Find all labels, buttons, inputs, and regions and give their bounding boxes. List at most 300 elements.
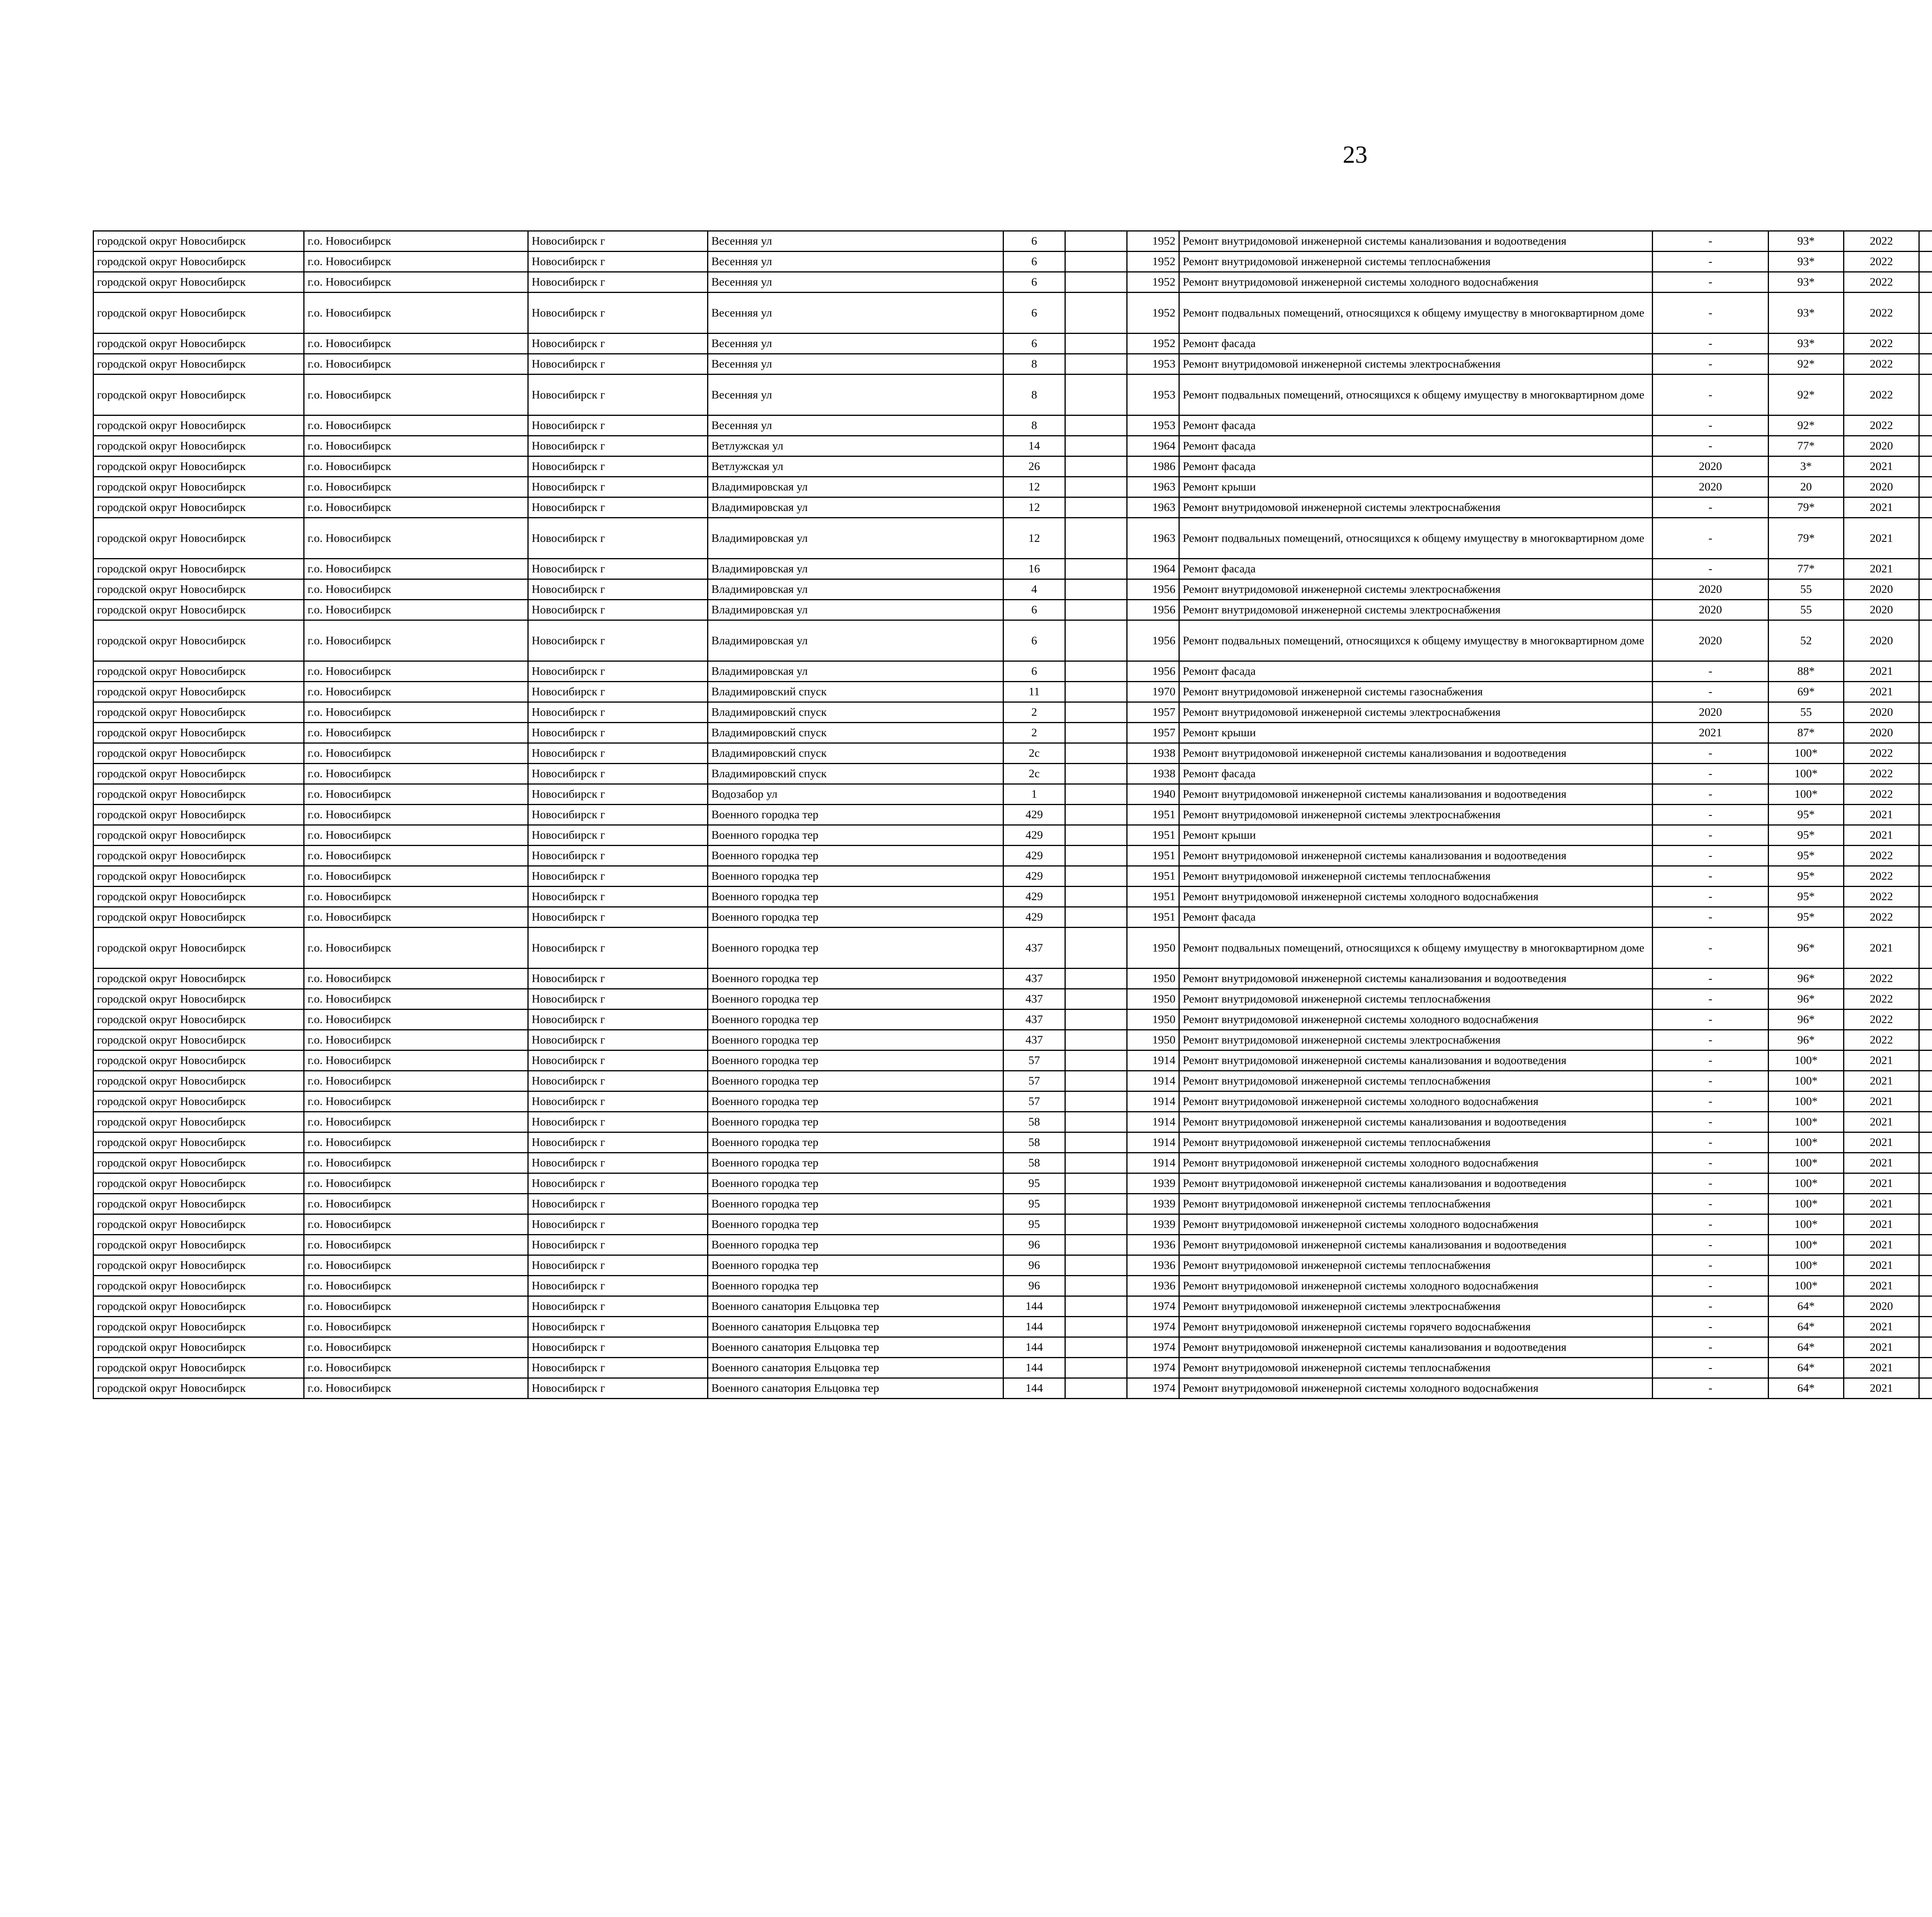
table-row: [94, 1194, 1932, 1214]
building-cell: [1065, 1276, 1127, 1296]
last-repair-year-cell: -: [1653, 1337, 1769, 1358]
street-cell: Военного городка тер: [708, 805, 1003, 825]
locality-cell: Новосибирск г: [528, 1173, 708, 1194]
plan-start-year-cell: 2021: [1844, 1378, 1919, 1399]
plan-end-year-cell: [1919, 1296, 1932, 1317]
table-body: [94, 231, 1932, 1399]
municipal-district-cell: городской округ Новосибирск: [94, 252, 304, 272]
plan-end-year-cell: [1919, 989, 1932, 1010]
locality-cell: Новосибирск г: [528, 620, 708, 661]
municipal-district-cell: городской округ Новосибирск: [94, 887, 304, 907]
locality-cell: Новосибирск г: [528, 682, 708, 702]
plan-end-year-cell: [1919, 661, 1932, 682]
wear-percent-cell: 87*: [1769, 723, 1844, 743]
build-year-cell: 1956: [1127, 579, 1179, 600]
house-number-cell: 6: [1003, 334, 1065, 354]
plan-start-year-cell: 2021: [1844, 518, 1919, 559]
house-number-cell: 437: [1003, 1010, 1065, 1030]
municipal-district-cell: городской округ Новосибирск: [94, 1112, 304, 1132]
wear-percent-cell: 100*: [1769, 743, 1844, 764]
street-cell: Военного городка тер: [708, 928, 1003, 969]
house-number-cell: 437: [1003, 989, 1065, 1010]
build-year-cell: 1952: [1127, 231, 1179, 252]
build-year-cell: 1970: [1127, 682, 1179, 702]
build-year-cell: 1953: [1127, 354, 1179, 375]
wear-percent-cell: 79*: [1769, 518, 1844, 559]
street-cell: Владимировская ул: [708, 518, 1003, 559]
work-type-cell: Ремонт подвальных помещений, относящихся к общему имуществу в многоквартирном доме: [1179, 293, 1653, 334]
table-row: [94, 887, 1932, 907]
plan-start-year-cell: 2022: [1844, 1010, 1919, 1030]
street-cell: Владимировская ул: [708, 600, 1003, 620]
house-number-cell: 11: [1003, 682, 1065, 702]
work-type-cell: Ремонт внутридомовой инженерной системы канализования и водоотведения: [1179, 743, 1653, 764]
plan-start-year-cell: 2021: [1844, 661, 1919, 682]
build-year-cell: 1974: [1127, 1378, 1179, 1399]
building-cell: [1065, 907, 1127, 928]
table-row: [94, 928, 1932, 969]
municipal-district-cell: городской округ Новосибирск: [94, 415, 304, 436]
street-cell: Владимировский спуск: [708, 682, 1003, 702]
municipal-district-cell: городской округ Новосибирск: [94, 1296, 304, 1317]
locality-cell: Новосибирск г: [528, 559, 708, 579]
plan-end-year-cell: [1919, 375, 1932, 415]
work-type-cell: Ремонт внутридомовой инженерной системы электроснабжения: [1179, 600, 1653, 620]
wear-percent-cell: 100*: [1769, 1112, 1844, 1132]
work-type-cell: Ремонт внутридомовой инженерной системы теплоснабжения: [1179, 1194, 1653, 1214]
last-repair-year-cell: -: [1653, 272, 1769, 293]
table-row: [94, 825, 1932, 846]
work-type-cell: Ремонт внутридомовой инженерной системы канализования и водоотведения: [1179, 1050, 1653, 1071]
plan-end-year-cell: [1919, 477, 1932, 497]
last-repair-year-cell: -: [1653, 846, 1769, 866]
building-cell: [1065, 1296, 1127, 1317]
table-row: [94, 334, 1932, 354]
last-repair-year-cell: -: [1653, 1276, 1769, 1296]
municipal-district-cell: городской округ Новосибирск: [94, 477, 304, 497]
municipal-district-cell: городской округ Новосибирск: [94, 989, 304, 1010]
table-row: [94, 846, 1932, 866]
street-cell: Военного городка тер: [708, 1194, 1003, 1214]
wear-percent-cell: 100*: [1769, 1071, 1844, 1091]
wear-percent-cell: 52: [1769, 620, 1844, 661]
plan-start-year-cell: 2022: [1844, 375, 1919, 415]
plan-start-year-cell: 2021: [1844, 1173, 1919, 1194]
locality-cell: Новосибирск г: [528, 375, 708, 415]
city-district-cell: г.о. Новосибирск: [304, 907, 528, 928]
city-district-cell: г.о. Новосибирск: [304, 866, 528, 887]
plan-start-year-cell: 2021: [1844, 805, 1919, 825]
street-cell: Владимировская ул: [708, 559, 1003, 579]
city-district-cell: г.о. Новосибирск: [304, 702, 528, 723]
wear-percent-cell: 3*: [1769, 456, 1844, 477]
table-row: [94, 1317, 1932, 1337]
locality-cell: Новосибирск г: [528, 702, 708, 723]
locality-cell: Новосибирск г: [528, 1214, 708, 1235]
plan-end-year-cell: [1919, 723, 1932, 743]
city-district-cell: г.о. Новосибирск: [304, 1050, 528, 1071]
table-row: [94, 293, 1932, 334]
street-cell: Весенняя ул: [708, 415, 1003, 436]
work-type-cell: Ремонт внутридомовой инженерной системы холодного водоснабжения: [1179, 1214, 1653, 1235]
street-cell: Весенняя ул: [708, 252, 1003, 272]
wear-percent-cell: 100*: [1769, 1132, 1844, 1153]
wear-percent-cell: 95*: [1769, 866, 1844, 887]
city-district-cell: г.о. Новосибирск: [304, 1378, 528, 1399]
wear-percent-cell: 93*: [1769, 231, 1844, 252]
last-repair-year-cell: -: [1653, 518, 1769, 559]
table-row: [94, 354, 1932, 375]
house-number-cell: 144: [1003, 1317, 1065, 1337]
house-number-cell: 96: [1003, 1276, 1065, 1296]
build-year-cell: 1964: [1127, 436, 1179, 456]
build-year-cell: 1952: [1127, 334, 1179, 354]
house-number-cell: 429: [1003, 907, 1065, 928]
house-number-cell: 95: [1003, 1194, 1065, 1214]
last-repair-year-cell: -: [1653, 1214, 1769, 1235]
street-cell: Военного городка тер: [708, 1010, 1003, 1030]
plan-end-year-cell: [1919, 1214, 1932, 1235]
municipal-district-cell: городской округ Новосибирск: [94, 1255, 304, 1276]
last-repair-year-cell: -: [1653, 1091, 1769, 1112]
table-row: [94, 1071, 1932, 1091]
municipal-district-cell: городской округ Новосибирск: [94, 231, 304, 252]
locality-cell: Новосибирск г: [528, 354, 708, 375]
build-year-cell: 1914: [1127, 1153, 1179, 1173]
street-cell: Владимировский спуск: [708, 702, 1003, 723]
plan-end-year-cell: [1919, 231, 1932, 252]
plan-start-year-cell: 2021: [1844, 1050, 1919, 1071]
work-type-cell: Ремонт внутридомовой инженерной системы газоснабжения: [1179, 682, 1653, 702]
locality-cell: Новосибирск г: [528, 1296, 708, 1317]
table-row: [94, 1050, 1932, 1071]
wear-percent-cell: 20: [1769, 477, 1844, 497]
building-cell: [1065, 600, 1127, 620]
municipal-district-cell: городской округ Новосибирск: [94, 354, 304, 375]
wear-percent-cell: 92*: [1769, 354, 1844, 375]
plan-start-year-cell: 2022: [1844, 334, 1919, 354]
house-number-cell: 429: [1003, 805, 1065, 825]
build-year-cell: 1952: [1127, 252, 1179, 272]
plan-end-year-cell: [1919, 1091, 1932, 1112]
locality-cell: Новосибирск г: [528, 989, 708, 1010]
work-type-cell: Ремонт внутридомовой инженерной системы канализования и водоотведения: [1179, 1112, 1653, 1132]
city-district-cell: г.о. Новосибирск: [304, 415, 528, 436]
locality-cell: Новосибирск г: [528, 1378, 708, 1399]
building-cell: [1065, 1071, 1127, 1091]
house-number-cell: 95: [1003, 1214, 1065, 1235]
last-repair-year-cell: -: [1653, 805, 1769, 825]
work-type-cell: Ремонт внутридомовой инженерной системы канализования и водоотведения: [1179, 784, 1653, 805]
building-cell: [1065, 846, 1127, 866]
build-year-cell: 1951: [1127, 825, 1179, 846]
street-cell: Весенняя ул: [708, 231, 1003, 252]
plan-end-year-cell: [1919, 969, 1932, 989]
last-repair-year-cell: -: [1653, 887, 1769, 907]
municipal-district-cell: городской округ Новосибирск: [94, 518, 304, 559]
wear-percent-cell: 95*: [1769, 887, 1844, 907]
plan-start-year-cell: 2022: [1844, 969, 1919, 989]
build-year-cell: 1952: [1127, 293, 1179, 334]
plan-start-year-cell: 2021: [1844, 1337, 1919, 1358]
building-cell: [1065, 866, 1127, 887]
build-year-cell: 1939: [1127, 1173, 1179, 1194]
plan-start-year-cell: 2021: [1844, 1091, 1919, 1112]
street-cell: Военного санатория Ельцовка тер: [708, 1358, 1003, 1378]
street-cell: Весенняя ул: [708, 354, 1003, 375]
house-number-cell: 8: [1003, 375, 1065, 415]
locality-cell: Новосибирск г: [528, 928, 708, 969]
table-row: [94, 1296, 1932, 1317]
wear-percent-cell: 64*: [1769, 1317, 1844, 1337]
municipal-district-cell: городской округ Новосибирск: [94, 1010, 304, 1030]
plan-end-year-cell: [1919, 702, 1932, 723]
wear-percent-cell: 100*: [1769, 1235, 1844, 1255]
street-cell: Военного городка тер: [708, 1132, 1003, 1153]
building-cell: [1065, 1010, 1127, 1030]
last-repair-year-cell: -: [1653, 743, 1769, 764]
table-row: [94, 764, 1932, 784]
municipal-district-cell: городской округ Новосибирск: [94, 1337, 304, 1358]
plan-end-year-cell: [1919, 682, 1932, 702]
building-cell: [1065, 825, 1127, 846]
street-cell: Весенняя ул: [708, 272, 1003, 293]
city-district-cell: г.о. Новосибирск: [304, 1173, 528, 1194]
plan-start-year-cell: 2021: [1844, 1071, 1919, 1091]
house-number-cell: 6: [1003, 620, 1065, 661]
locality-cell: Новосибирск г: [528, 1030, 708, 1050]
street-cell: Владимировский спуск: [708, 723, 1003, 743]
building-cell: [1065, 456, 1127, 477]
wear-percent-cell: 92*: [1769, 375, 1844, 415]
locality-cell: Новосибирск г: [528, 252, 708, 272]
wear-percent-cell: 77*: [1769, 559, 1844, 579]
house-number-cell: 8: [1003, 415, 1065, 436]
work-type-cell: Ремонт фасада: [1179, 661, 1653, 682]
house-number-cell: 6: [1003, 661, 1065, 682]
street-cell: Военного санатория Ельцовка тер: [708, 1378, 1003, 1399]
work-type-cell: Ремонт внутридомовой инженерной системы горячего водоснабжения: [1179, 1317, 1653, 1337]
work-type-cell: Ремонт фасада: [1179, 415, 1653, 436]
build-year-cell: 1938: [1127, 743, 1179, 764]
house-number-cell: 58: [1003, 1132, 1065, 1153]
city-district-cell: г.о. Новосибирск: [304, 825, 528, 846]
last-repair-year-cell: -: [1653, 293, 1769, 334]
street-cell: Военного городка тер: [708, 1153, 1003, 1173]
city-district-cell: г.о. Новосибирск: [304, 969, 528, 989]
building-cell: [1065, 743, 1127, 764]
wear-percent-cell: 64*: [1769, 1296, 1844, 1317]
wear-percent-cell: 93*: [1769, 293, 1844, 334]
wear-percent-cell: 95*: [1769, 907, 1844, 928]
locality-cell: Новосибирск г: [528, 272, 708, 293]
city-district-cell: г.о. Новосибирск: [304, 784, 528, 805]
city-district-cell: г.о. Новосибирск: [304, 764, 528, 784]
work-type-cell: Ремонт внутридомовой инженерной системы холодного водоснабжения: [1179, 887, 1653, 907]
locality-cell: Новосибирск г: [528, 907, 708, 928]
wear-percent-cell: 55: [1769, 600, 1844, 620]
city-district-cell: г.о. Новосибирск: [304, 1296, 528, 1317]
plan-end-year-cell: [1919, 600, 1932, 620]
municipal-district-cell: городской округ Новосибирск: [94, 1173, 304, 1194]
municipal-district-cell: городской округ Новосибирск: [94, 1317, 304, 1337]
building-cell: [1065, 1337, 1127, 1358]
work-type-cell: Ремонт фасада: [1179, 559, 1653, 579]
municipal-district-cell: городской округ Новосибирск: [94, 743, 304, 764]
house-number-cell: 8: [1003, 354, 1065, 375]
street-cell: Ветлужская ул: [708, 456, 1003, 477]
city-district-cell: г.о. Новосибирск: [304, 1153, 528, 1173]
city-district-cell: г.о. Новосибирск: [304, 272, 528, 293]
build-year-cell: 1951: [1127, 846, 1179, 866]
last-repair-year-cell: -: [1653, 334, 1769, 354]
house-number-cell: 57: [1003, 1050, 1065, 1071]
locality-cell: Новосибирск г: [528, 231, 708, 252]
building-cell: [1065, 477, 1127, 497]
building-cell: [1065, 231, 1127, 252]
municipal-district-cell: городской округ Новосибирск: [94, 723, 304, 743]
last-repair-year-cell: -: [1653, 1173, 1769, 1194]
plan-end-year-cell: [1919, 518, 1932, 559]
table-row: [94, 375, 1932, 415]
wear-percent-cell: 100*: [1769, 764, 1844, 784]
city-district-cell: г.о. Новосибирск: [304, 1071, 528, 1091]
building-cell: [1065, 272, 1127, 293]
building-cell: [1065, 702, 1127, 723]
table-row: [94, 497, 1932, 518]
plan-end-year-cell: [1919, 928, 1932, 969]
work-type-cell: Ремонт внутридомовой инженерной системы холодного водоснабжения: [1179, 1378, 1653, 1399]
build-year-cell: 1914: [1127, 1132, 1179, 1153]
locality-cell: Новосибирск г: [528, 1010, 708, 1030]
wear-percent-cell: 100*: [1769, 1173, 1844, 1194]
work-type-cell: Ремонт фасада: [1179, 334, 1653, 354]
wear-percent-cell: 100*: [1769, 784, 1844, 805]
building-cell: [1065, 293, 1127, 334]
last-repair-year-cell: -: [1653, 354, 1769, 375]
house-number-cell: 437: [1003, 969, 1065, 989]
wear-percent-cell: 93*: [1769, 272, 1844, 293]
work-type-cell: Ремонт внутридомовой инженерной системы канализования и водоотведения: [1179, 1337, 1653, 1358]
table-row: [94, 1214, 1932, 1235]
street-cell: Владимировская ул: [708, 497, 1003, 518]
wear-percent-cell: 100*: [1769, 1050, 1844, 1071]
plan-start-year-cell: 2021: [1844, 1358, 1919, 1378]
work-type-cell: Ремонт внутридомовой инженерной системы канализования и водоотведения: [1179, 1173, 1653, 1194]
municipal-district-cell: городской округ Новосибирск: [94, 907, 304, 928]
work-type-cell: Ремонт внутридомовой инженерной системы канализования и водоотведения: [1179, 1235, 1653, 1255]
build-year-cell: 1939: [1127, 1194, 1179, 1214]
table-row: [94, 620, 1932, 661]
last-repair-year-cell: -: [1653, 1194, 1769, 1214]
city-district-cell: г.о. Новосибирск: [304, 805, 528, 825]
table-row: [94, 989, 1932, 1010]
work-type-cell: Ремонт внутридомовой инженерной системы теплоснабжения: [1179, 252, 1653, 272]
street-cell: Военного городка тер: [708, 1112, 1003, 1132]
locality-cell: Новосибирск г: [528, 1317, 708, 1337]
street-cell: Военного городка тер: [708, 1235, 1003, 1255]
building-cell: [1065, 1194, 1127, 1214]
street-cell: Военного городка тер: [708, 1214, 1003, 1235]
municipal-district-cell: городской округ Новосибирск: [94, 866, 304, 887]
wear-percent-cell: 64*: [1769, 1378, 1844, 1399]
street-cell: Военного санатория Ельцовка тер: [708, 1296, 1003, 1317]
table-row: [94, 579, 1932, 600]
work-type-cell: Ремонт подвальных помещений, относящихся к общему имуществу в многоквартирном доме: [1179, 620, 1653, 661]
house-number-cell: 2: [1003, 702, 1065, 723]
municipal-district-cell: городской округ Новосибирск: [94, 1235, 304, 1255]
city-district-cell: г.о. Новосибирск: [304, 375, 528, 415]
city-district-cell: г.о. Новосибирск: [304, 928, 528, 969]
municipal-district-cell: городской округ Новосибирск: [94, 846, 304, 866]
plan-start-year-cell: 2021: [1844, 1235, 1919, 1255]
plan-start-year-cell: 2022: [1844, 989, 1919, 1010]
build-year-cell: 1950: [1127, 1030, 1179, 1050]
locality-cell: Новосибирск г: [528, 497, 708, 518]
locality-cell: Новосибирск г: [528, 1358, 708, 1378]
build-year-cell: 1951: [1127, 805, 1179, 825]
plan-start-year-cell: 2020: [1844, 702, 1919, 723]
last-repair-year-cell: -: [1653, 907, 1769, 928]
plan-end-year-cell: [1919, 334, 1932, 354]
city-district-cell: г.о. Новосибирск: [304, 846, 528, 866]
plan-start-year-cell: 2021: [1844, 1276, 1919, 1296]
plan-start-year-cell: 2020: [1844, 436, 1919, 456]
table-row: [94, 1276, 1932, 1296]
last-repair-year-cell: -: [1653, 252, 1769, 272]
street-cell: Военного городка тер: [708, 1173, 1003, 1194]
city-district-cell: г.о. Новосибирск: [304, 559, 528, 579]
locality-cell: Новосибирск г: [528, 334, 708, 354]
street-cell: Военного городка тер: [708, 1030, 1003, 1050]
table-row: [94, 1112, 1932, 1132]
wear-percent-cell: 77*: [1769, 436, 1844, 456]
last-repair-year-cell: -: [1653, 497, 1769, 518]
plan-start-year-cell: 2020: [1844, 579, 1919, 600]
building-cell: [1065, 1091, 1127, 1112]
work-type-cell: Ремонт крыши: [1179, 723, 1653, 743]
street-cell: Весенняя ул: [708, 293, 1003, 334]
plan-end-year-cell: [1919, 1173, 1932, 1194]
locality-cell: Новосибирск г: [528, 1153, 708, 1173]
table-row: [94, 1091, 1932, 1112]
plan-end-year-cell: [1919, 1358, 1932, 1378]
building-cell: [1065, 1235, 1127, 1255]
wear-percent-cell: 95*: [1769, 805, 1844, 825]
work-type-cell: Ремонт фасада: [1179, 456, 1653, 477]
city-district-cell: г.о. Новосибирск: [304, 497, 528, 518]
house-number-cell: 6: [1003, 231, 1065, 252]
work-type-cell: Ремонт внутридомовой инженерной системы теплоснабжения: [1179, 866, 1653, 887]
building-cell: [1065, 1378, 1127, 1399]
last-repair-year-cell: -: [1653, 1112, 1769, 1132]
municipal-district-cell: городской округ Новосибирск: [94, 682, 304, 702]
municipal-district-cell: городской округ Новосибирск: [94, 702, 304, 723]
house-number-cell: 144: [1003, 1337, 1065, 1358]
municipal-district-cell: городской округ Новосибирск: [94, 1358, 304, 1378]
plan-end-year-cell: [1919, 887, 1932, 907]
plan-end-year-cell: [1919, 272, 1932, 293]
last-repair-year-cell: -: [1653, 784, 1769, 805]
wear-percent-cell: 100*: [1769, 1153, 1844, 1173]
street-cell: Владимировская ул: [708, 579, 1003, 600]
city-district-cell: г.о. Новосибирск: [304, 334, 528, 354]
locality-cell: Новосибирск г: [528, 600, 708, 620]
street-cell: Владимировская ул: [708, 620, 1003, 661]
locality-cell: Новосибирск г: [528, 743, 708, 764]
municipal-district-cell: городской округ Новосибирск: [94, 805, 304, 825]
build-year-cell: 1951: [1127, 887, 1179, 907]
